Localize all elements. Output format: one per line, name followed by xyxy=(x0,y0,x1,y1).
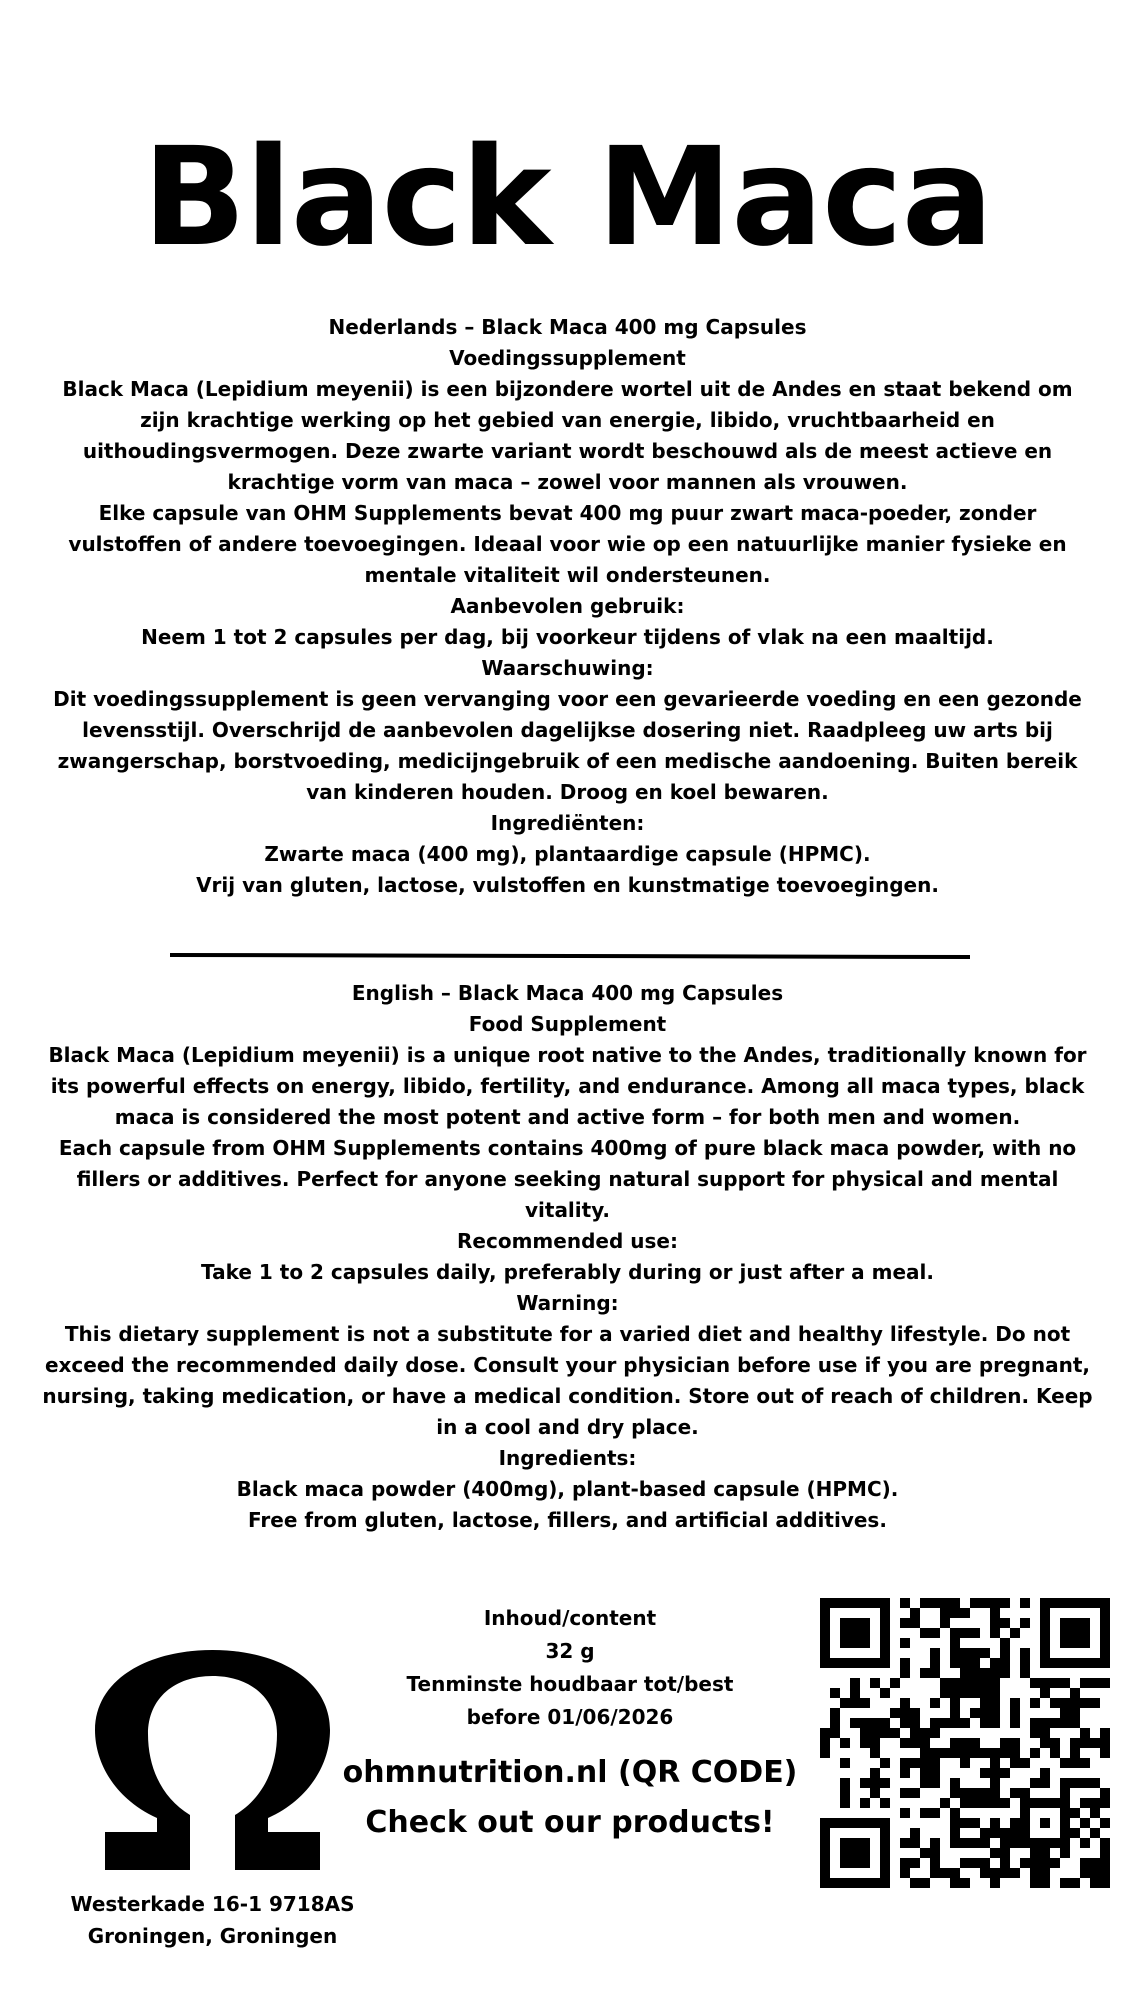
english-usage-label: Recommended use: xyxy=(457,1229,678,1253)
address xyxy=(55,1888,370,1952)
dutch-heading: Nederlands – Black Maca 400 mg Capsules xyxy=(328,315,807,339)
dutch-section xyxy=(40,312,1095,901)
product-title: Black Maca xyxy=(142,119,993,277)
dutch-warning-text: Dit voedingssupplement is geen vervanging voor een gevarieerde voeding en een gezonde levensstijl. Overschrijd de aanbevolen dagelijkse dosering niet. Raadpleeg uw arts bij zwangerschap, borstvoeding, medicijngebruik of een medische aandoening. Buiten bereik van kinderen houden. Droog en koel bewaren. xyxy=(53,687,1082,804)
website-link[interactable]: ohmnutrition.nl (QR CODE) xyxy=(342,1755,798,1790)
best-before-label: Tenminste houdbaar tot/best xyxy=(406,1672,734,1696)
english-ingredients-label: Ingredients: xyxy=(498,1446,637,1470)
dutch-warning-label: Waarschuwing: xyxy=(481,656,654,680)
english-heading: English – Black Maca 400 mg Capsules xyxy=(351,981,784,1005)
dutch-capsule-text: Elke capsule van OHM Supplements bevat 400 mg puur zwart maca-poeder, zonder vulstoffen of andere toevoegingen. Ideaal voor wie op een natuurlijke manier fysieke en mentale vitaliteit wil ondersteunen. xyxy=(68,501,1067,587)
dutch-usage-text: Neem 1 tot 2 capsules per dag, bij voorkeur tijdens of vlak na een maaltijd. xyxy=(141,625,994,649)
dutch-intro: Black Maca (Lepidium meyenii) is een bijzondere wortel uit de Andes en staat bekend om zijn krachtige werking op het gebied van energie, libido, vruchtbaarheid en uithoudingsvermogen. Deze zwarte variant wordt beschouwd als de meest actieve en krachtige vorm van maca – zowel voor mannen als vrouwen. xyxy=(62,377,1073,494)
content-value: 32 g xyxy=(545,1639,595,1663)
dutch-ingredients-label: Ingrediënten: xyxy=(490,811,645,835)
dutch-subheading: Voedingssupplement xyxy=(449,346,686,370)
english-free-from: Free from gluten, lactose, fillers, and artificial additives. xyxy=(248,1508,887,1532)
dutch-usage-label: Aanbevolen gebruik: xyxy=(450,594,685,618)
english-ingredients-text: Black maca powder (400mg), plant-based capsule (HPMC). xyxy=(236,1477,899,1501)
english-intro: Black Maca (Lepidium meyenii) is a unique root native to the Andes, traditionally known for its powerful effects on energy, libido, fertility, and endurance. Among all maca types, black maca is considered the most potent and active form – for both men and women. xyxy=(48,1043,1087,1129)
english-capsule-text: Each capsule from OHM Supplements contains 400mg of pure black maca powder, with no fillers or additives. Perfect for anyone seeking natural support for physical and mental vitality. xyxy=(58,1136,1077,1222)
cta-text: Check out our products! xyxy=(365,1805,775,1840)
dutch-free-from: Vrij van gluten, lactose, vulstoffen en kunstmatige toevoegingen. xyxy=(196,873,939,897)
omega-icon xyxy=(95,1650,330,1870)
address-line-1: Westerkade 16-1 9718AS xyxy=(70,1892,355,1916)
english-warning-label: Warning: xyxy=(516,1291,619,1315)
best-before-value: before 01/06/2026 xyxy=(466,1705,674,1729)
content-label: Inhoud/content xyxy=(483,1606,657,1630)
section-divider xyxy=(170,953,970,959)
address-line-2: Groningen, Groningen xyxy=(87,1924,338,1948)
promo xyxy=(320,1748,820,1848)
qr-code-icon[interactable] xyxy=(820,1598,1110,1888)
english-usage-text: Take 1 to 2 capsules daily, preferably during or just after a meal. xyxy=(201,1260,934,1284)
english-subheading: Food Supplement xyxy=(468,1012,667,1036)
content-info xyxy=(380,1602,760,1734)
english-warning-text: This dietary supplement is not a substitute for a varied diet and healthy lifestyle. Do not exceed the recommended daily dose. Consult your physician before use if you are pregnant, nursing, taking medication, or have a medical condition. Store out of reach of children. Keep in a cool and dry place. xyxy=(42,1322,1093,1439)
dutch-ingredients-text: Zwarte maca (400 mg), plantaardige capsule (HPMC). xyxy=(264,842,871,866)
english-section xyxy=(40,978,1095,1536)
